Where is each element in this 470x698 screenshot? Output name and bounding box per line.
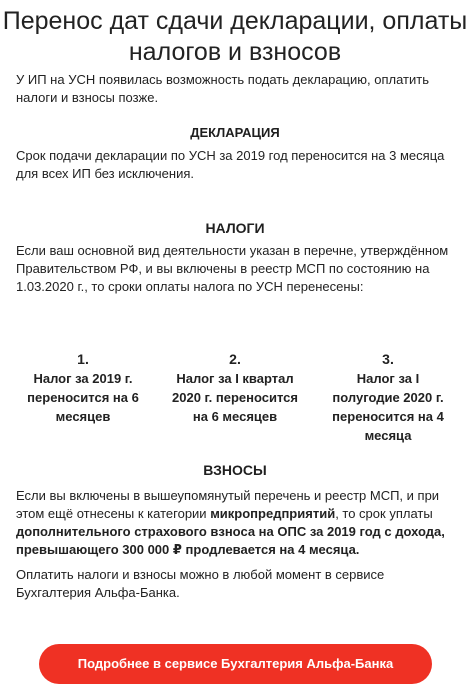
tax-item-number: 1. [77,351,89,367]
declaration-text: Срок подачи декларации по УСН за 2019 год переносится на 3 месяца для всех ИП без исключения. [16,148,445,181]
tax-item-text: Налог за 2019 г. переносится на 6 месяцев [27,371,139,424]
title-line-2: налогов и взносов [128,38,342,66]
contributions-bold-extension: дополнительного страхового взноса на ОПС за 2019 год с дохода, превышающего 300 000 ₽ продлевается на 4 месяца. [16,524,445,557]
tax-item-1 [18,350,148,426]
taxes-heading: НАЛОГИ [205,220,265,236]
intro-text: У ИП на УСН появилась возможность подать декларацию, оплатить налоги и взносы позже. [16,72,429,105]
page-title [0,6,470,68]
more-details-button[interactable]: Подробнее в сервисе Бухгалтерия Альфа-Банка [39,644,432,684]
tax-item-3 [323,350,453,445]
footer-text: Оплатить налоги и взносы можно в любой момент в сервисе Бухгалтерия Альфа-Банка. [16,567,385,600]
declaration-heading: ДЕКЛАРАЦИЯ [190,125,280,140]
tax-item-text: Налог за I полугодие 2020 г. переносится на 4 месяца [332,371,444,443]
contributions-bold-microenterprise: микропредприятий [210,506,336,521]
contributions-text-part: Если вы включены в вышеупомянутый перечень и реестр МСП, и при этом ещё отнесены к категории [16,488,440,521]
contributions-text-part: , то срок уплаты [335,506,433,521]
title-line-1: Перенос дат сдачи декларации, оплаты [2,7,468,35]
taxes-text: Если ваш основной вид деятельности указан в перечне, утверждённом Правительством РФ, и вы включены в реестр МСП по состоянию на 1.03.2020 г., то сроки оплаты налога по УСН перенесены: [16,243,449,294]
tax-item-number: 2. [229,351,241,367]
tax-item-2 [170,350,300,426]
tax-item-text: Налог за I квартал 2020 г. переносится на 6 месяцев [172,371,298,424]
contributions-heading: ВЗНОСЫ [203,462,267,478]
tax-item-number: 3. [382,351,394,367]
contributions-text [16,487,456,559]
